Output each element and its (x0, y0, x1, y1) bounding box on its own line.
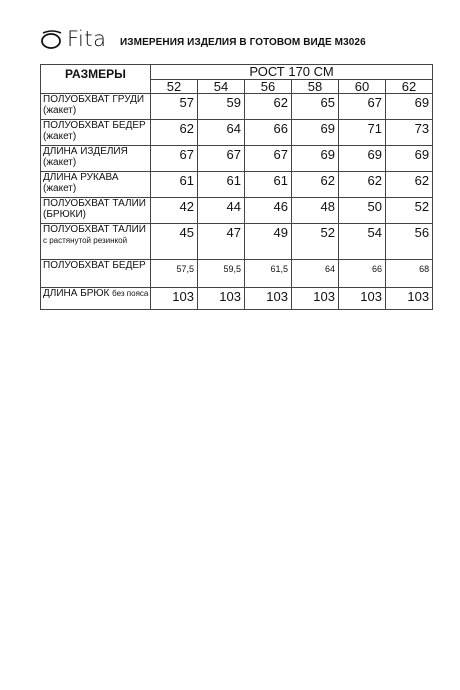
row-label: ПОЛУОБХВАТ ТАЛИИ (БРЮКИ) (41, 198, 151, 224)
table-cell: 61 (151, 172, 198, 198)
table-cell: 61 (245, 172, 292, 198)
table-cell: 66 (245, 120, 292, 146)
table-cell: 67 (339, 94, 386, 120)
table-row (41, 224, 433, 260)
table-cell: 48 (292, 198, 339, 224)
document-title: ИЗМЕРЕНИЯ ИЗДЕЛИЯ В ГОТОВОМ ВИДЕ М3026 (120, 37, 366, 48)
table-cell: 49 (245, 224, 292, 260)
table-cell: 66 (339, 260, 386, 288)
table-cell: 103 (339, 288, 386, 310)
table-cell: 69 (339, 146, 386, 172)
table-cell: 103 (386, 288, 433, 310)
table-cell: 45 (151, 224, 198, 260)
table-cell: 69 (292, 120, 339, 146)
height-header: РОСТ 170 СМ (151, 65, 433, 80)
row-label: ПОЛУОБХВАТ БЕДЕР (жакет) (41, 120, 151, 146)
table-row (41, 260, 433, 288)
table-cell: 103 (151, 288, 198, 310)
table-cell: 67 (151, 146, 198, 172)
table-cell: 57 (151, 94, 198, 120)
table-cell: 67 (198, 146, 245, 172)
document-header (40, 26, 440, 54)
row-label: ПОЛУОБХВАТ БЕДЕР (41, 260, 151, 288)
table-cell: 69 (292, 146, 339, 172)
table-cell: 59 (198, 94, 245, 120)
table-cell: 62 (339, 172, 386, 198)
table-cell: 47 (198, 224, 245, 260)
table-cell: 52 (386, 198, 433, 224)
row-label-main: ПОЛУОБХВАТ ТАЛИИ (43, 224, 146, 235)
table-header-row (41, 65, 433, 80)
table-cell: 57,5 (151, 260, 198, 288)
row-label: ПОЛУОБХВАТ ГРУДИ (жакет) (41, 94, 151, 120)
row-label (41, 288, 151, 310)
table-cell: 65 (292, 94, 339, 120)
table-cell: 71 (339, 120, 386, 146)
table-cell: 42 (151, 198, 198, 224)
measurements-table (40, 64, 433, 310)
table-cell: 44 (198, 198, 245, 224)
table-cell: 50 (339, 198, 386, 224)
row-label-note: с растянутой резинкой (43, 236, 128, 245)
table-cell: 64 (198, 120, 245, 146)
size-header: 60 (339, 80, 386, 94)
table-row (41, 172, 433, 198)
size-header: 54 (198, 80, 245, 94)
table-cell: 54 (339, 224, 386, 260)
size-header: 58 (292, 80, 339, 94)
row-label: ДЛИНА ИЗДЕЛИЯ (жакет) (41, 146, 151, 172)
table-cell: 68 (386, 260, 433, 288)
table-cell: 103 (292, 288, 339, 310)
row-label-main: ДЛИНА БРЮК (43, 288, 110, 299)
size-header: 52 (151, 80, 198, 94)
table-cell: 46 (245, 198, 292, 224)
table-cell: 56 (386, 224, 433, 260)
table-row (41, 288, 433, 310)
table-cell: 69 (386, 146, 433, 172)
row-label (41, 224, 151, 260)
table-cell: 62 (151, 120, 198, 146)
table-row (41, 198, 433, 224)
table-cell: 103 (245, 288, 292, 310)
table-row (41, 120, 433, 146)
sizes-header: РАЗМЕРЫ (41, 65, 151, 94)
table-row (41, 146, 433, 172)
table-cell: 67 (245, 146, 292, 172)
table-cell: 59,5 (198, 260, 245, 288)
table-cell: 62 (386, 172, 433, 198)
brand-name: Fita (67, 27, 107, 51)
table-cell: 61 (198, 172, 245, 198)
row-label: ДЛИНА РУКАВА (жакет) (41, 172, 151, 198)
table-cell: 61,5 (245, 260, 292, 288)
table-row (41, 94, 433, 120)
fita-logo-icon (40, 28, 64, 50)
size-header: 56 (245, 80, 292, 94)
table-cell: 73 (386, 120, 433, 146)
table-cell: 52 (292, 224, 339, 260)
row-label-note: без пояса (112, 289, 149, 298)
brand-logo (40, 26, 107, 52)
table-cell: 62 (292, 172, 339, 198)
table-cell: 103 (198, 288, 245, 310)
table-cell: 64 (292, 260, 339, 288)
table-cell: 62 (245, 94, 292, 120)
table-cell: 69 (386, 94, 433, 120)
size-header: 62 (386, 80, 433, 94)
